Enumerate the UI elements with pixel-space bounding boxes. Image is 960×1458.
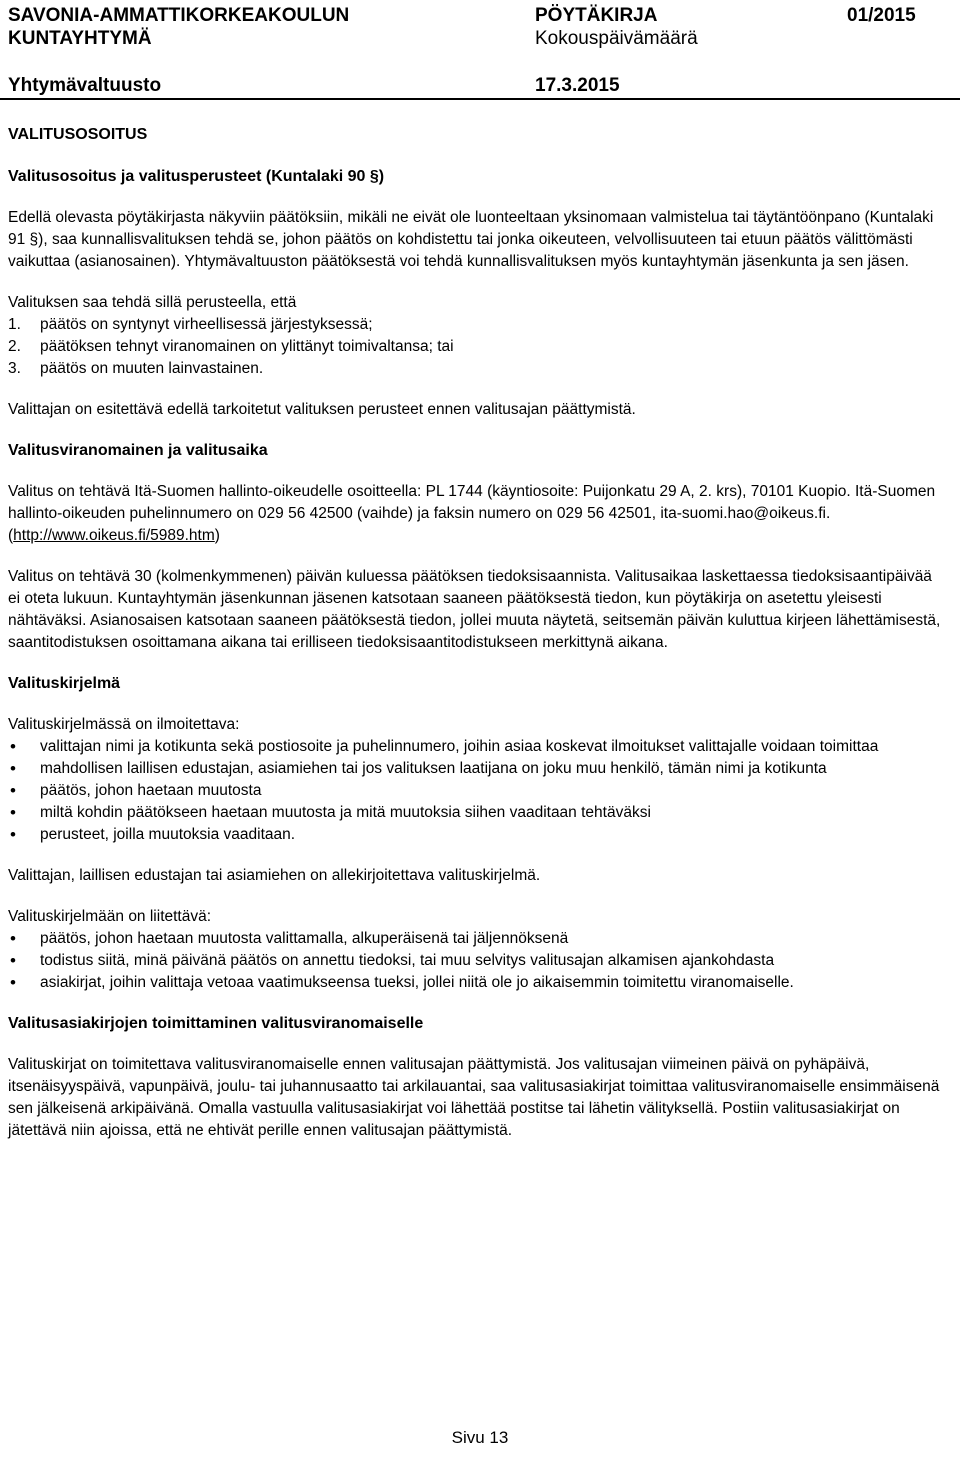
document-body [8,124,948,1142]
list-item: • perusteet, joilla muutoksia vaaditaan. [8,824,948,846]
header-document-type [535,4,698,50]
list-item: 1. päätös on syntynyt virheellisessä järjestyksessä; [8,316,373,333]
heading-appeal-document: Valituskirjelmä [8,675,121,692]
header-organization [8,4,349,50]
org-name-line2: KUNTAYHTYMÄ [8,28,152,49]
list-item: • päätös, johon haetaan muutosta [8,780,948,802]
meeting-body: Yhtymävaltuusto [8,75,162,96]
org-name-line1: SAVONIA-AMMATTIKORKEAKOULUN [8,5,350,26]
paragraph-authority-address: Valitus on tehtävä Itä-Suomen hallinto-oikeudelle osoitteella: PL 1744 (käyntiosoite: Puijonkatu 29 A, 2. krs), 70101 Kuopio. Itä-Suomen hallinto-oikeuden puhelinnumero on 029 56 42500 (vaihde) ja faksin numero on 029 56 42501, ita-suomi.hao@oikeus.fi. (http://www.oikeus.fi/5989.htm) [8,483,936,544]
header-divider [0,98,960,100]
list-item: • mahdollisen laillisen edustajan, asiamiehen tai jos valituksen laatijana on joku muu henkilö, tämän nimi ja kotikunta [8,758,948,780]
heading-delivery: Valitusasiakirjojen toimittaminen valitusviranomaiselle [8,1015,424,1032]
paragraph-appeal-right: Edellä olevasta pöytäkirjasta näkyviin päätöksiin, mikäli ne eivät ole luonteeltaan yksinomaan valmistelua tai täytäntöönpano (Kuntalaki 91 §), saa kunnallisvalituksen tehdä se, johon päätös on kohdistettu tai jonka oikeuteen, velvollisuuteen tai etuun päätös välittömästi vaikuttaa (asianosainen). Yhtymävaltuuston päätöksestä voi tehdä kunnallisvalituksen myös kuntayhtymän jäsenkunta ja sen jäsen. [8,209,934,270]
attachments-list [8,928,948,994]
doc-number: 01/2015 [847,5,916,26]
list2-intro: Valituskirjelmään on liitettävä: [8,908,212,925]
paragraph-grounds-note: Valittajan on esitettävä edellä tarkoitetut valituksen perusteet ennen valitusajan päättymistä. [8,401,636,418]
doc-subtitle: Kokouspäivämäärä [535,28,698,49]
heading-appeal-instructions: Valitusosoitus ja valitusperusteet (Kuntalaki 90 §) [8,168,385,185]
oikeus-link[interactable]: http://www.oikeus.fi/5989.htm [13,527,215,544]
list-item: • asiakirjat, joihin valittaja vetoaa vaatimukseensa tueksi, jollei niitä ole jo aikaisemmin toimitettu viranomaiselle. [8,972,948,994]
list-item: • päätös, johon haetaan muutosta valittamalla, alkuperäisenä tai jäljennöksenä [8,928,948,950]
list-item: • todistus siitä, minä päivänä päätös on annettu tiedoksi, tai muu selvitys valitusajan alkamisen ajankohdasta [8,950,948,972]
doc-type: PÖYTÄKIRJA [535,5,658,26]
list-item: 2. päätöksen tehnyt viranomainen on ylittänyt toimivaltansa; tai [8,338,454,355]
required-info-list [8,736,948,846]
grounds-list [8,314,948,380]
list1-intro: Valituskirjelmässä on ilmoitettava: [8,716,240,733]
paragraph-signature: Valittajan, laillisen edustajan tai asiamiehen on allekirjoitettava valituskirjelmä. [8,867,541,884]
section-title: VALITUSOSOITUS [8,126,148,143]
paragraph-appeal-period: Valitus on tehtävä 30 (kolmenkymmenen) päivän kuluessa päätöksen tiedoksisaannista. Valitusaikaa laskettaessa tiedoksisaantipäivää ei oteta lukuun. Kuntayhtymän jäsenkunnan jäsenen katsotaan saaneen päätöksestä tiedon, kun pöytäkirja on asetettu yleisesti nähtäväksi. Asianosaisen katsotaan saaneen päätöksestä tiedon, jollei muuta näytetä, seitsemän päivän kuluttua kirjeen lähettämisestä, saantitodistuksen osoittamana aikana tai erilliseen tiedoksisaantitodistukseen merkittynä aikana. [8,568,941,651]
meeting-date: 17.3.2015 [535,75,620,96]
paragraph-delivery: Valituskirjat on toimitettava valitusviranomaiselle ennen valitusajan päättymistä. Jos valitusajan viimeinen päivä on pyhäpäivä, itsenäisyyspäivä, vapunpäivä, joulu- tai juhannusaatto tai arkilauantai, saa valitusasiakirjat toimittaa valitusviranomaiselle ensimmäisenä sen jälkeisenä arkipäivänä. Omalla vastuulla valitusasiakirjat voi lähettää postitse tai lähetin välityksellä. Postiin valitusasiakirjat on jätettävä niin ajoissa, että ne ehtivät perille ennen valitusajan päättymistä. [8,1056,940,1139]
grounds-intro: Valituksen saa tehdä sillä perusteella, että [8,294,297,311]
heading-authority-and-period: Valitusviranomainen ja valitusaika [8,442,268,459]
list-item: 3. päätös on muuten lainvastainen. [8,360,264,377]
list-item: • valittajan nimi ja kotikunta sekä postiosoite ja puhelinnumero, joihin asiaa koskevat ilmoitukset valittajalle voidaan toimittaa [8,736,948,758]
page-number: Sivu 13 [451,1428,509,1447]
list-item: • miltä kohdin päätökseen haetaan muutosta ja mitä muutoksia siihen vaaditaan tehtäväksi [8,802,948,824]
